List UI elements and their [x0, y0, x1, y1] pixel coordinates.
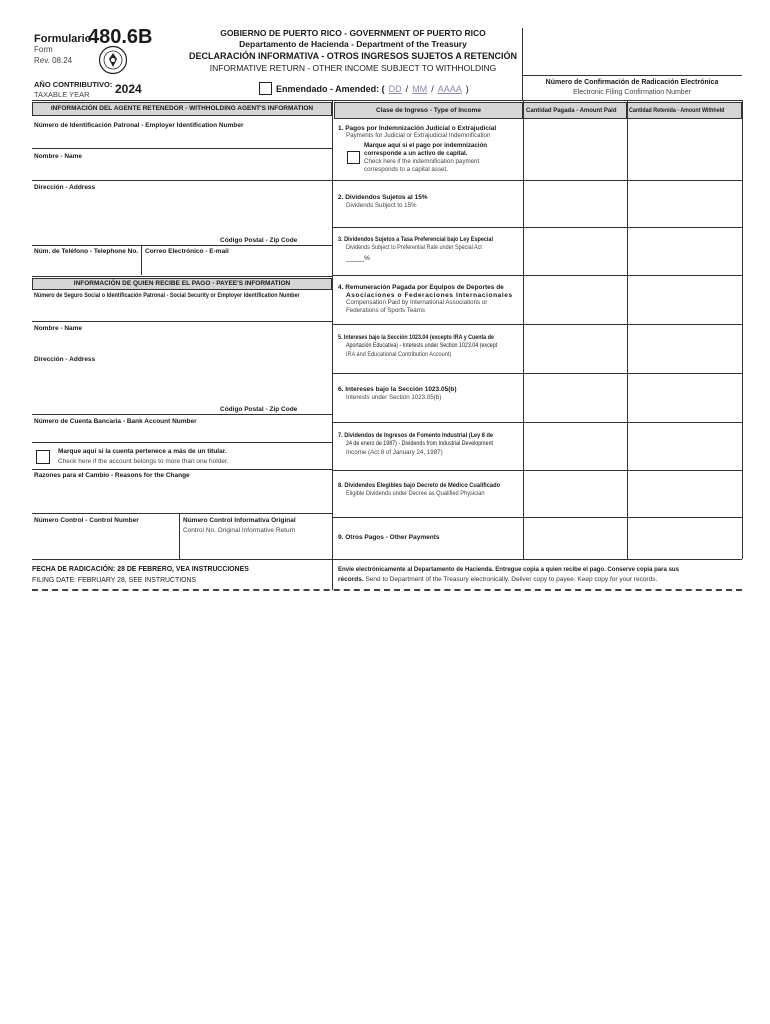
- confirmation-label-en: Electronic Filing Confirmation Number: [573, 89, 691, 96]
- income-row-6: [333, 374, 523, 422]
- row-7-amount-paid[interactable]: [524, 423, 626, 469]
- row-3-title: 3. Dividendos Sujetos a Tasa Preferencial bajo Ley Especial: [338, 236, 493, 243]
- send-instructions-line2: [338, 576, 657, 583]
- row-8-amount-paid[interactable]: [524, 471, 626, 516]
- amended-close: ): [465, 84, 469, 94]
- row-4-title-2: Asociaciones o Federaciones Internacionales: [346, 292, 513, 299]
- col-type-title: Clase de Ingreso - Type of Income: [376, 107, 481, 114]
- form-word: Formulario: [34, 33, 92, 45]
- original-control-field[interactable]: [183, 538, 329, 558]
- revision: Rev. 08.24: [34, 56, 73, 65]
- row-8-amount-withheld[interactable]: [628, 471, 741, 516]
- income-row-2: [333, 181, 523, 227]
- row-6-amount-paid[interactable]: [524, 374, 626, 421]
- payee-address-field[interactable]: [34, 366, 330, 402]
- agent-section-title: INFORMACIÓN DEL AGENTE RETENEDOR - WITHHOLDING AGENT'S INFORMATION: [50, 105, 314, 112]
- amended-aaaa[interactable]: AAAA: [437, 84, 462, 94]
- send-instructions-es: Envíe electrónicamente al Departamento de Hacienda. Entregue copia a quien recibe el pago. Conserve copia para sus: [338, 566, 679, 573]
- row-6-amount-withheld[interactable]: [628, 374, 741, 421]
- taxable-year-label-en: TAXABLE YEAR: [34, 90, 90, 99]
- filing-date-es: FECHA DE RADICACIÓN: 28 DE FEBRERO, VEA INSTRUCCIONES: [32, 564, 249, 573]
- amended-mm[interactable]: MM: [412, 84, 428, 94]
- row-1-amount-paid[interactable]: [524, 121, 626, 179]
- agent-employer-id-field[interactable]: [34, 131, 330, 147]
- amended-line: Enmendado - Amended: ( DD / MM / AAAA ): [276, 84, 469, 94]
- row-6-title: 6. Intereses bajo la Sección 1023.05(b): [338, 386, 457, 393]
- bank-account-label: Número de Cuenta Bancaria - Bank Account Number: [34, 418, 197, 425]
- cut-line: [32, 589, 742, 591]
- row-3-rate[interactable]: _____%: [346, 255, 370, 262]
- row-9-amount-withheld[interactable]: [628, 518, 741, 558]
- row-5-amount-withheld[interactable]: [628, 325, 741, 372]
- payee-ssn-field[interactable]: [34, 302, 330, 320]
- row-5-subtitle: IRA and Educational Contribution Account): [346, 351, 452, 358]
- row-7-amount-withheld[interactable]: [628, 423, 741, 469]
- income-row-7: [333, 423, 523, 470]
- payee-name-label: Nombre - Name: [34, 325, 83, 332]
- row-3-amount-paid[interactable]: [524, 228, 626, 274]
- row-8-title: 8. Dividendos Elegibles bajo Decreto de Médico Cualificado: [338, 482, 501, 489]
- income-row-3: [333, 228, 523, 275]
- agent-name-label: Nombre - Name: [34, 153, 83, 160]
- confirmation-number-field[interactable]: [524, 28, 740, 74]
- row-4-title: 4. Remuneración Pagada por Equipos de Deportes de: [338, 284, 504, 291]
- form-number: 480.6B: [88, 26, 153, 48]
- send-instructions-en: Send to Department of the Treasury electronically. Deliver copy to payee. Keep copy for your records.: [365, 576, 658, 583]
- row-4-subtitle-2: Federations of Sports Teams: [346, 307, 425, 314]
- row-4-subtitle: Compensation Paid by International Associations or: [346, 299, 488, 306]
- row-9-amount-paid[interactable]: [524, 518, 626, 558]
- row-2-subtitle: Dividends Subject to 15%: [346, 202, 417, 209]
- agent-zip-label: Código Postal - Zip Code: [220, 237, 298, 244]
- row-3-amount-withheld[interactable]: [628, 228, 741, 274]
- row-9-title: 9. Otros Pagos - Other Payments: [338, 534, 440, 541]
- row-4-amount-withheld[interactable]: [628, 276, 741, 323]
- payee-section-title: INFORMACIÓN DE QUIEN RECIBE EL PAGO - PAYEE'S INFORMATION: [73, 280, 291, 287]
- form-en: Form: [34, 45, 53, 54]
- row-8-subtitle: Eligible Dividends under Decree as Qualified Physician: [346, 490, 485, 497]
- gov-line: GOBIERNO DE PUERTO RICO - GOVERNMENT OF PUERTO RICO: [220, 28, 486, 38]
- row-1-check-es-1: Marque aquí si el pago por indemnización: [364, 142, 488, 149]
- taxable-year-value: 2024: [115, 82, 142, 96]
- row-5-title: 5. Intereses bajo la Sección 1023.04 (excepto IRA y Cuenta de: [338, 334, 494, 341]
- control-number-field[interactable]: [34, 527, 176, 557]
- row-4-amount-paid[interactable]: [524, 276, 626, 323]
- income-row-8: [333, 471, 523, 517]
- taxable-year-label-es: AÑO CONTRIBUTIVO:: [34, 80, 113, 89]
- amended-checkbox[interactable]: [259, 82, 272, 95]
- original-control-label-en: Control No. Original Informative Return: [183, 527, 296, 534]
- payee-name-field[interactable]: [34, 334, 330, 352]
- agent-email-field[interactable]: [145, 258, 329, 274]
- row-1-check-en-1: Check here if the indemnification payment: [364, 158, 480, 165]
- row-1-amount-withheld[interactable]: [628, 121, 741, 179]
- row-5-title-2: Aportación Educativa) - Interests under Section 1023.04 (except: [346, 342, 498, 349]
- agent-phone-field[interactable]: [34, 258, 138, 274]
- row-6-subtitle: Interests under Section 1023.05(b): [346, 394, 442, 401]
- row-1-check-en-2: corresponds to a capital asset.: [364, 166, 448, 173]
- filing-date-en: FILING DATE: FEBRUARY 28, SEE INSTRUCTIONS: [32, 575, 197, 584]
- agent-email-label: Correo Electrónico - E-mail: [145, 248, 229, 255]
- row-1-check-es-2: corresponde a un activo de capital.: [364, 150, 468, 157]
- row-2-title: 2. Dividendos Sujetos al 15%: [338, 194, 428, 201]
- change-reasons-field[interactable]: [34, 481, 330, 511]
- row-7-title: 7. Dividendos de Ingresos de Fomento Industrial (Ley 8 de: [338, 432, 494, 439]
- confirmation-label-es: Número de Confirmación de Radicación Electrónica: [545, 79, 719, 86]
- row-7-title-2: 24 de enero de 1987) - Dividends from Industrial Development: [346, 440, 494, 447]
- agent-phone-label: Núm. de Teléfono - Telephone No.: [34, 248, 139, 255]
- income-row-5: [333, 325, 523, 373]
- bank-account-field[interactable]: [34, 427, 330, 441]
- row-5-amount-paid[interactable]: [524, 325, 626, 372]
- row-1-subtitle: Payments for Judicial or Extrajudicial Indemnification: [346, 132, 491, 139]
- title-es: DECLARACIÓN INFORMATIVA - OTROS INGRESOS SUJETOS A RETENCIÓN: [188, 51, 518, 61]
- row-2-amount-withheld[interactable]: [628, 181, 741, 226]
- payee-address-label: Dirección - Address: [34, 356, 96, 363]
- row-7-subtitle: Income (Act 8 of January 24, 1987): [346, 449, 443, 456]
- row-3-subtitle: Dividends Subject to Preferential Rate under Special Act: [346, 244, 482, 251]
- agent-address-field[interactable]: [34, 193, 330, 233]
- col-paid-title: Cantidad Pagada - Amount Paid: [525, 107, 617, 114]
- joint-account-label-en: Check here if the account belongs to more than one holder.: [58, 458, 229, 465]
- amended-label: Enmendado - Amended: (: [276, 84, 385, 94]
- income-row-9: [333, 518, 523, 559]
- income-row-1: [333, 120, 523, 180]
- dept-line: Departamento de Hacienda - Department of the Treasury: [239, 39, 467, 49]
- amended-dd[interactable]: DD: [388, 84, 402, 94]
- agent-address-label: Dirección - Address: [34, 184, 96, 191]
- col-withheld-title: Cantidad Retenida - Amount Withheld: [629, 107, 725, 114]
- payee-ssn-label: Número de Seguro Social o Identificación Patronal - Social Security or Employer Identification Number: [34, 292, 300, 299]
- control-number-label: Número Control - Control Number: [34, 517, 139, 524]
- income-row-4: [333, 276, 523, 324]
- title-en: INFORMATIVE RETURN - OTHER INCOME SUBJECT TO WITHHOLDING: [209, 63, 497, 73]
- change-reasons-label: Razones para el Cambio - Reasons for the Change: [34, 472, 190, 479]
- payee-zip-label: Código Postal - Zip Code: [220, 406, 298, 413]
- send-records-label: récords.: [338, 576, 364, 583]
- joint-account-label-es: Marque aquí si la cuenta pertenece a más de un titular.: [58, 448, 227, 455]
- capital-asset-checkbox[interactable]: [347, 151, 360, 164]
- original-control-label-es: Número Control Informativa Original: [183, 517, 296, 524]
- joint-account-checkbox[interactable]: [36, 450, 50, 464]
- agent-name-field[interactable]: [34, 162, 330, 178]
- row-2-amount-paid[interactable]: [524, 181, 626, 226]
- row-1-title: 1. Pagos por Indemnización Judicial o Extrajudicial: [338, 125, 497, 132]
- agent-employer-id-label: Número de Identificación Patronal - Employer Identification Number: [34, 122, 244, 129]
